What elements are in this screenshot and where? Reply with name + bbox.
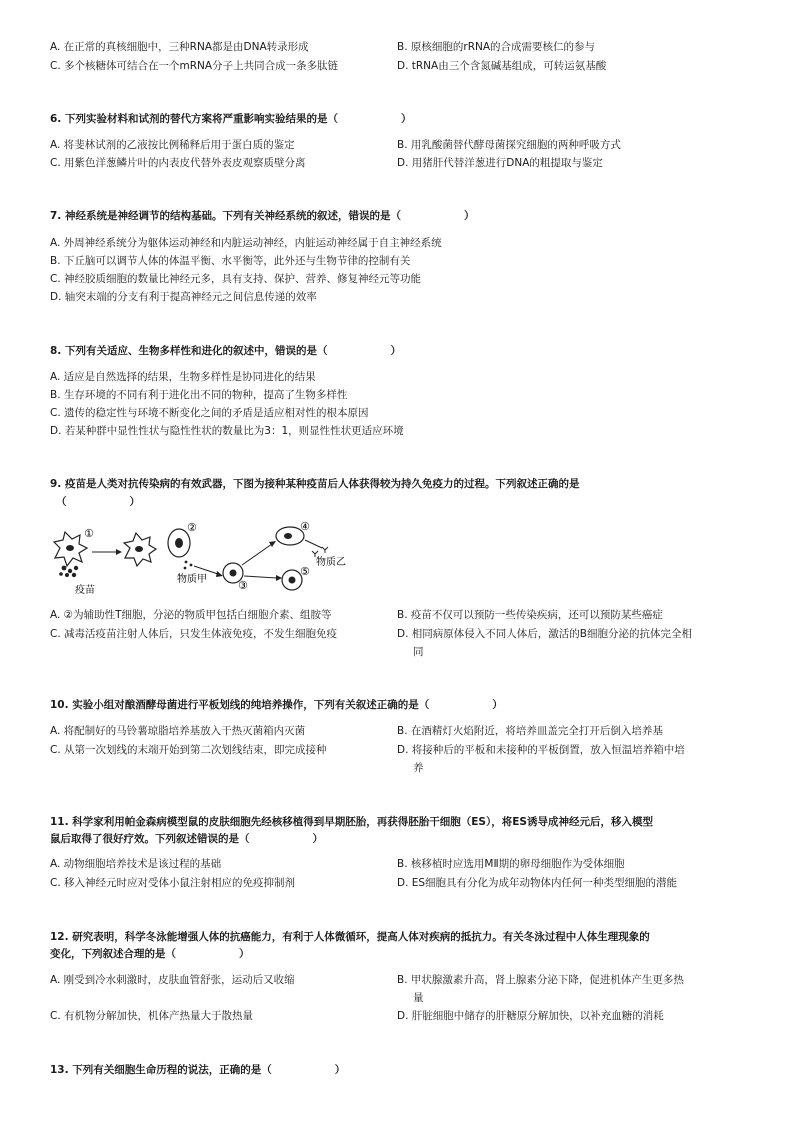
q9-stem-line2: （ ） [56,496,140,508]
q11-option-b: B. 核移植时应选用MⅡ期的卵母细胞作为受体细胞 [397,858,625,870]
antigen-presenting-cell [54,532,87,566]
q7-option-d: D. 轴突末端的分支有利于提高神经元之间信息传递的效率 [50,291,317,303]
q7-option-a: A. 外周神经系统分为躯体运动神经和内脏运动神经，内脏运动神经属于自主神经系统 [50,237,442,249]
q8-option-b: B. 生存环境的不同有利于进化出不同的物种，提高了生物多样性 [50,389,348,401]
q9-option-c: C. 减毒活疫苗注射人体后，只发生体液免疫，不发生细胞免疫 [50,628,338,640]
label-n4: ④ [300,520,310,533]
q8-option-d: D. 若某种群中显性性状与隐性性状的数量比为3：1，则显性性状更适应环境 [50,425,404,437]
q6-option-c: C. 用紫色洋葱鳞片叶的内表皮代替外表皮观察质壁分离 [50,157,306,169]
q6-option-a: A. 将斐林试剂的乙液按比例稀释后用于蛋白质的鉴定 [50,139,295,151]
q6-option-d: D. 用猪肝代替洋葱进行DNA的粗提取与鉴定 [397,157,603,169]
q12-option-b-line1: B. 甲状腺激素升高，肾上腺素分泌下降，促进机体产生更多热 [397,974,684,986]
label-substance-a: 物质甲 [177,574,207,585]
label-n1: ① [84,527,94,540]
q12-option-b-line2: 量 [413,992,424,1004]
substance-a-dots-icon [184,561,193,570]
q9-option-a: A. ②为辅助性T细胞，分泌的物质甲包括白细胞介素、组胺等 [50,609,332,621]
q12-option-c: C. 有机物分解加快，机体产热量大于散热量 [50,1010,254,1022]
q5-option-d: D. tRNA由三个含氮碱基组成，可转运氨基酸 [397,60,607,72]
q6-option-b: B. 用乳酸菌替代酵母菌探究细胞的两种呼吸方式 [397,139,621,151]
q11-option-d: D. ES细胞具有分化为成年动物体内任何一种类型细胞的潜能 [397,877,678,889]
q10-option-c: C. 从第一次划线的末端开始到第二次划线结束，即完成接种 [50,744,327,756]
arrow-icon [276,575,282,581]
q10-option-d-line1: D. 将接种后的平板和未接种的平板倒置，放入恒温培养箱中培 [397,744,685,756]
q8-stem: 8. 下列有关适应、生物多样性和进化的叙述中，错误的是（ ） [50,345,401,357]
q5-option-a: A. 在正常的真核细胞中，三种RNA都是由DNA转录形成 [50,41,309,53]
label-vaccine: 疫苗 [75,585,95,596]
q10-option-a: A. 将配制好的马铃薯琼脂培养基放入干热灭菌箱内灭菌 [50,725,306,737]
vaccine-particles-icon [59,566,78,578]
q9-option-d-line2: 同 [413,646,424,658]
q5-option-c: C. 多个核糖体可结合在一个mRNA分子上共同合成一条多肽链 [50,60,339,72]
q12-option-a: A. 刚受到冷水刺激时，皮肤血管舒张，运动后又收缩 [50,974,295,986]
q10-option-d-line2: 养 [413,762,424,774]
q12-option-d: D. 肝脏细胞中储存的肝糖原分解加快，以补充血糖的消耗 [397,1010,664,1022]
label-n5: ⑤ [300,565,310,578]
q9-stem-line1: 9. 疫苗是人类对抗传染病的有效武器，下图为接种某种疫苗后人体获得较为持久免疫力的过程。下列叙述正确的是 [50,478,580,490]
q11-option-a: A. 动物细胞培养技术是该过程的基础 [50,858,222,870]
q8-option-a: A. 适应是自然选择的结果，生物多样性是协同进化的结果 [50,371,316,383]
antibody-icon [312,547,328,557]
cell-five [282,570,302,590]
q10-stem: 10. 实验小组对酿酒酵母菌进行平板划线的纯培养操作，下列有关叙述正确的是（ ） [50,699,503,711]
cell-two [124,533,156,566]
q5-option-b: B. 原核细胞的rRNA的合成需要核仁的参与 [397,41,596,53]
q12-stem-line1: 12. 研究表明，科学冬泳能增强人体的抗癌能力，有利于人体微循环，提高人体对疾病的抵抗力。有关冬泳过程中人体生理现象的 [50,931,650,943]
q12-stem-line2: 变化，下列叙述合理的是（ ） [50,948,250,960]
q10-option-b: B. 在酒精灯火焰附近，将培养皿盖完全打开后倒入培养基 [397,725,663,737]
label-substance-b: 物质乙 [316,557,346,568]
q6-stem: 6. 下列实验材料和试剂的替代方案将严重影响实验结果的是（ ） [50,113,412,125]
q7-option-c: C. 神经胶质细胞的数量比神经元多，具有支持、保护、营养、修复神经元等功能 [50,273,422,285]
label-n2: ② [187,521,197,534]
q8-option-c: C. 遗传的稳定性与环境不断变化之间的矛盾是适应相对性的根本原因 [50,407,369,419]
arrow-icon [269,541,276,547]
q11-stem-line2: 鼠后取得了很好疗效。下列叙述错误的是（ ） [50,833,323,845]
label-n3: ③ [238,579,248,592]
q11-stem-line1: 11. 科学家利用帕金森病模型鼠的皮肤细胞先经核移植得到早期胚胎，再获得胚胎干细胞（ES），将ES诱导成神经元后，移入模型 [50,816,653,828]
q13-stem: 13. 下列有关细胞生命历程的说法，正确的是（ ） [50,1064,346,1076]
q7-option-b: B. 下丘脑可以调节人体的体温平衡、水平衡等，此外还与生物节律的控制有关 [50,255,411,267]
q7-stem: 7. 神经系统是神经调节的结构基础。下列有关神经系统的叙述，错误的是（ ） [50,210,475,222]
q9-option-d-line1: D. 相同病原体侵入不同人体后，激活的B细胞分泌的抗体完全相 [397,628,692,640]
arrow-icon [216,571,223,577]
q11-option-c: C. 移入神经元时应对受体小鼠注射相应的免疫抑制剂 [50,877,296,889]
immune-process-figure [50,518,380,596]
arrow-icon [116,549,122,555]
q9-option-b: B. 疫苗不仅可以预防一些传染疾病，还可以预防某些癌症 [397,609,663,621]
